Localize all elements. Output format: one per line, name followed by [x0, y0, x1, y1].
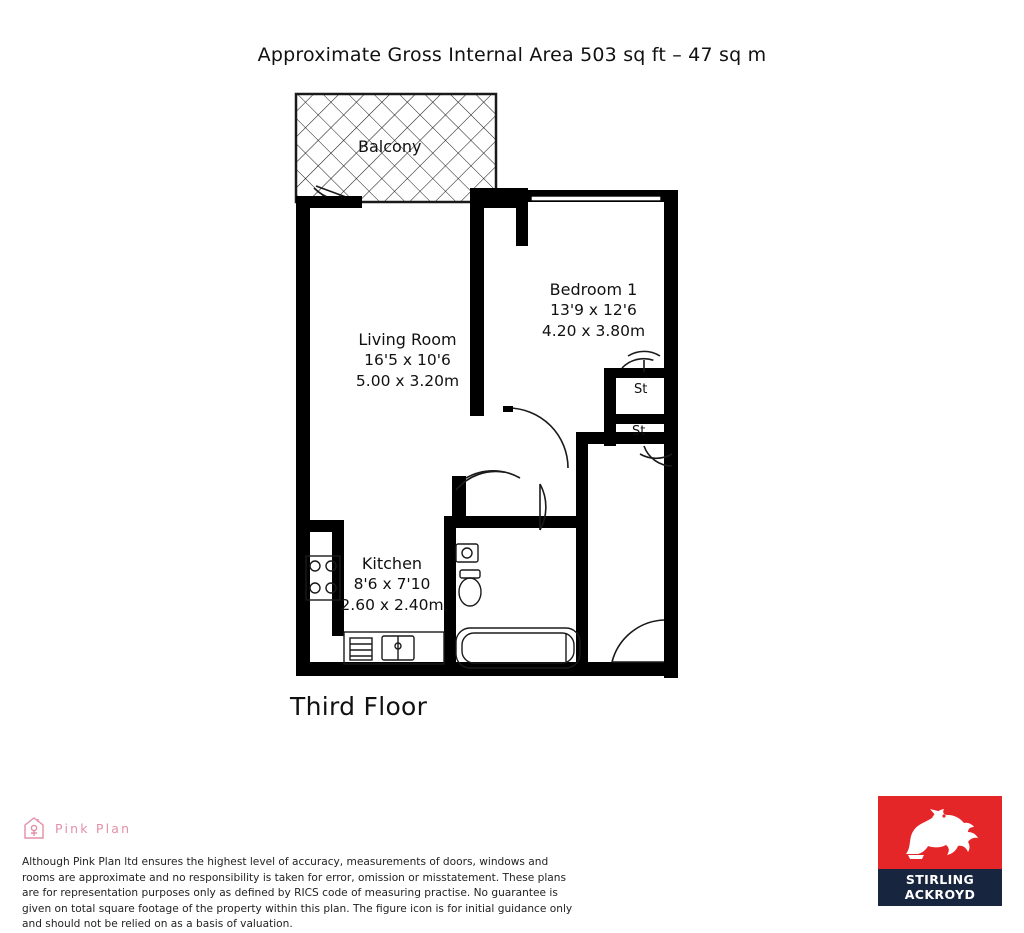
living-room-name: Living Room: [358, 330, 457, 349]
storage-label-1: St: [634, 382, 648, 397]
house-icon: [22, 815, 46, 841]
room-label-bedroom-1: [486, 279, 701, 341]
bedroom-1-dim-metric: 4.20 x 3.80m: [541, 321, 646, 340]
storage-label-2: St: [632, 424, 646, 439]
agent-logo: [878, 796, 1002, 906]
bedroom-1-dim-imperial: 13'9 x 12'6: [550, 301, 637, 320]
kitchen-dim-imperial: 8'6 x 7'10: [353, 575, 431, 594]
floor-caption: Third Floor: [290, 692, 428, 721]
logo-crest-panel: [878, 796, 1002, 869]
griffin-icon: [878, 796, 1002, 869]
door-swings: [454, 351, 672, 662]
living-room-dim-imperial: 16'5 x 10'6: [364, 351, 451, 370]
room-label-living-room: [300, 329, 515, 391]
pinkplan-brand: [22, 815, 131, 841]
room-label-kitchen: [292, 553, 492, 615]
kitchen-name: Kitchen: [361, 554, 423, 573]
disclaimer-text: Although Pink Plan ltd ensures the highest level of accuracy, measurements of doors, windows and rooms are approximate and no responsibility is taken for error, omission or misstatement. These plans are for representation purposes only as defined by RICS code of measuring practise. No guarantee is given on total square footage of the property within this plan. The figure icon is for initial guidance only and should not be relied on as a basis of valuation.: [22, 856, 573, 931]
page-title: Approximate Gross Internal Area 503 sq ft – 47 sq m: [257, 44, 767, 66]
room-label-balcony: Balcony: [358, 137, 422, 156]
kitchen-dim-metric: 2.60 x 2.40m: [340, 595, 444, 614]
bedroom-1-name: Bedroom 1: [549, 280, 638, 299]
living-room-dim-metric: 5.00 x 3.20m: [355, 371, 460, 390]
logo-wordmark: [878, 869, 1002, 906]
logo-line-1: STIRLING: [905, 872, 975, 887]
pinkplan-label: Pink Plan: [55, 820, 132, 836]
logo-line-2: ACKROYD: [904, 887, 976, 903]
